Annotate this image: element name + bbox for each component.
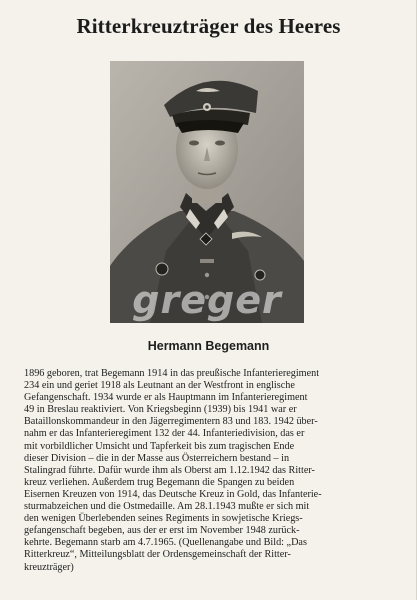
biography-text	[24, 368, 386, 574]
person-name: Hermann Begemann	[147, 339, 270, 353]
watermark-text: greger	[132, 278, 282, 322]
portrait-photo	[110, 61, 304, 323]
biography-line: gefangenschaft begeben, aus der er erst im November 1948 zurück-	[24, 525, 300, 537]
biography-line: kehrte. Begemann starb am 4.7.1965. (Quellenangabe und Bild: „Das	[24, 537, 307, 549]
biography-line: Bataillonskommandeur in den Jägerregimentern 83 und 183. 1942 über-	[24, 416, 318, 428]
biography-line: 49 in Breslau reaktiviert. Von Kriegsbeginn (1939) bis 1941 war er	[24, 404, 297, 416]
biography-line: Gefangenschaft. 1934 wurde er als Hauptmann im Infanterieregiment	[24, 392, 308, 404]
biography-line: sturmabzeichen und die Ostmedaille. Am 28.1.1943 mußte er sich mit	[24, 501, 310, 513]
biography-line: Stalingrad führte. Dafür wurde ihm als Oberst am 1.12.1942 das Ritter-	[24, 464, 315, 476]
biography-line: kreuz verliehen. Außerdem trug Begemann die Spangen zu beiden	[24, 476, 295, 488]
biography-line: mit vorbildlicher Umsicht und Tapferkeit bis zum tragischen Ende	[24, 440, 295, 452]
biography-line: 1896 geboren, trat Begemann 1914 in das preußische Infanterieregiment	[24, 368, 320, 379]
biography-line: den wenigen Überlebenden seines Regiments in sowjetische Kriegs-	[24, 513, 303, 525]
biography-line: Eisernen Kreuzen von 1914, das Deutsche Kreuz in Gold, das Infanterie-	[24, 488, 322, 500]
page-title: Ritterkreuzträger des Heeres	[76, 14, 341, 38]
biography-line: nahm er das Infanterieregiment 132 der 44. Infanteriedivision, das er	[24, 428, 305, 440]
biography-line: dieser Division – die in der Masse aus Österreichern bestand – in	[24, 452, 290, 464]
biography-line: Ritterkreuz“, Mitteilungsblatt der Ordensgemeinschaft der Ritter-	[24, 549, 291, 561]
biography-line: 234 ein und geriet 1918 als Leutnant an der Westfront in englische	[24, 380, 295, 392]
biography-line: kreuzträger)	[24, 561, 74, 573]
